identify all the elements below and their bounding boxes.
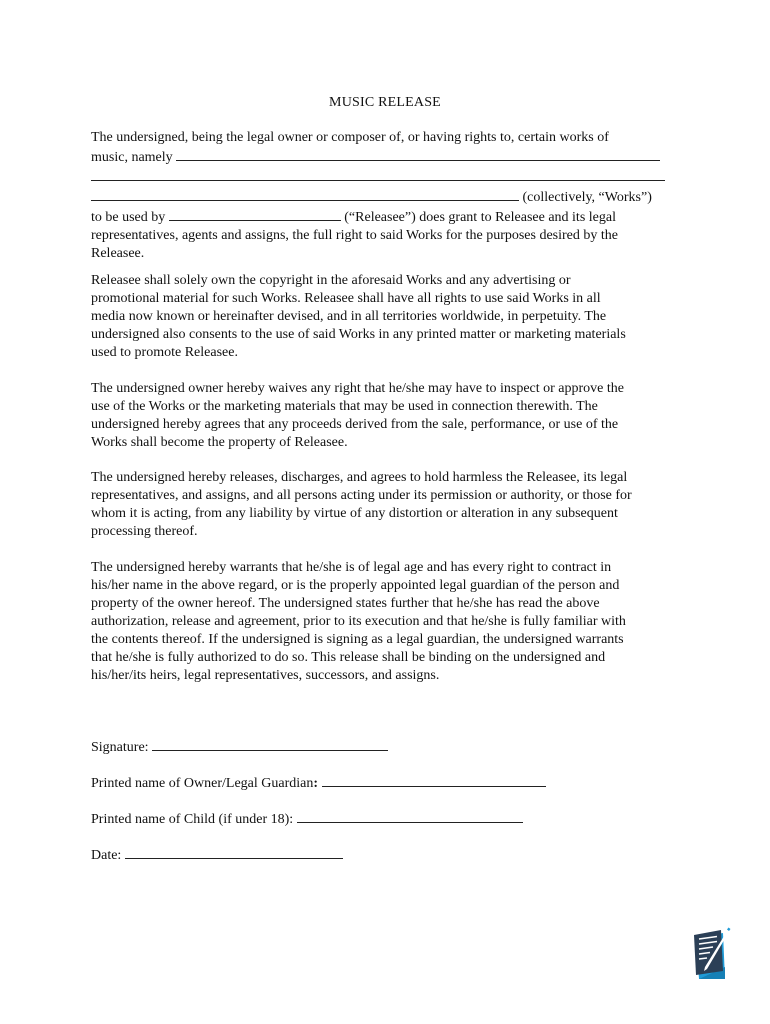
intro-line-6: representatives, agents and assigns, the full right to said Works for the purposes desired by the: [91, 228, 618, 243]
paragraph-line: the contents thereof. If the undersigned is signing as a legal guardian, the undersigned warrants: [91, 632, 624, 647]
intro-line-7: Releasee.: [91, 246, 145, 261]
releasee-name-field[interactable]: [169, 207, 341, 221]
works-name-field-end[interactable]: [91, 187, 519, 201]
releasee-grant-label: (“Releasee”) does grant to Releasee and its legal: [344, 210, 616, 225]
intro-namely-label: music, namely: [91, 150, 173, 165]
child-name-field[interactable]: [297, 809, 523, 823]
paragraph-line: undersigned also consents to the use of said Works in any printed matter or marketing materials: [91, 327, 626, 342]
intro-line-3: [91, 167, 681, 187]
intro-line-4: [91, 187, 681, 207]
intro-line-2: [91, 147, 681, 167]
copyright-paragraph: [91, 272, 681, 362]
release-paragraph: [91, 469, 681, 541]
document-title: MUSIC RELEASE: [329, 95, 441, 110]
owner-name-label: Printed name of Owner/Legal Guardian: [91, 776, 314, 791]
waiver-paragraph: [91, 380, 681, 452]
paragraph-line: The undersigned hereby releases, discharges, and agrees to hold harmless the Releasee, its legal: [91, 470, 628, 485]
paragraph-line: his/her/its heirs, legal representatives, successors, and assigns.: [91, 668, 440, 683]
paragraph-line: that he/she is fully authorized to do so. This release shall be binding on the undersigned and: [91, 650, 606, 665]
owner-name-field[interactable]: [322, 773, 546, 787]
signature-label: Signature:: [91, 740, 149, 755]
works-name-field[interactable]: [176, 147, 660, 161]
paragraph-line: Works shall become the property of Releasee.: [91, 435, 348, 450]
works-name-field-continued[interactable]: [91, 167, 665, 181]
paragraph-line: used to promote Releasee.: [91, 345, 238, 360]
signature-row: [91, 737, 388, 757]
paragraph-line: promotional material for such Works. Releasee shall have all rights to use said Works in all: [91, 291, 601, 306]
warranty-paragraph: [91, 559, 681, 685]
intro-line-1: The undersigned, being the legal owner or composer of, or having rights to, certain works of: [91, 130, 609, 145]
intro-paragraph: [91, 129, 681, 263]
paragraph-line: The undersigned hereby warrants that he/she is of legal age and has every right to contract in: [91, 560, 612, 575]
intro-line-5: [91, 207, 681, 227]
paragraph-line: undersigned hereby agrees that any proceeds derived from the sale, performance, or use of the: [91, 417, 619, 432]
owner-name-colon: :: [313, 776, 319, 791]
paragraph-line: The undersigned owner hereby waives any right that he/she may have to inspect or approve the: [91, 381, 624, 396]
paragraph-line: Releasee shall solely own the copyright in the aforesaid Works and any advertising or: [91, 273, 571, 288]
document-pen-icon: [693, 927, 731, 981]
date-label: Date:: [91, 848, 122, 863]
paragraph-line: processing thereof.: [91, 524, 198, 539]
paragraph-line: use of the Works or the marketing materials that may be used in connection therewith. The: [91, 399, 598, 414]
child-name-row: [91, 809, 523, 829]
paragraph-line: representatives, and assigns, and all persons acting under its permission or authority, or those for: [91, 488, 632, 503]
paragraph-line: his/her name in the above regard, or is the properly appointed legal guardian of the person and: [91, 578, 620, 593]
signature-field[interactable]: [152, 737, 388, 751]
date-field[interactable]: [125, 845, 343, 859]
owner-name-row: [91, 773, 546, 793]
child-name-label: Printed name of Child (if under 18):: [91, 812, 294, 827]
collectively-works-label: (collectively, “Works”): [522, 190, 652, 205]
paragraph-line: media now known or hereinafter devised, and in all territories worldwide, in perpetuity. The: [91, 309, 607, 324]
paragraph-line: authorization, release and agreement, prior to its execution and that he/she is fully familiar with: [91, 614, 626, 629]
paragraph-line: property of the owner hereof. The undersigned states further that he/she has read the above: [91, 596, 600, 611]
paragraph-line: whom it is acting, from any liability by virtue of any distortion or alteration in any subsequent: [91, 506, 618, 521]
used-by-label: to be used by: [91, 210, 166, 225]
date-row: [91, 845, 343, 865]
